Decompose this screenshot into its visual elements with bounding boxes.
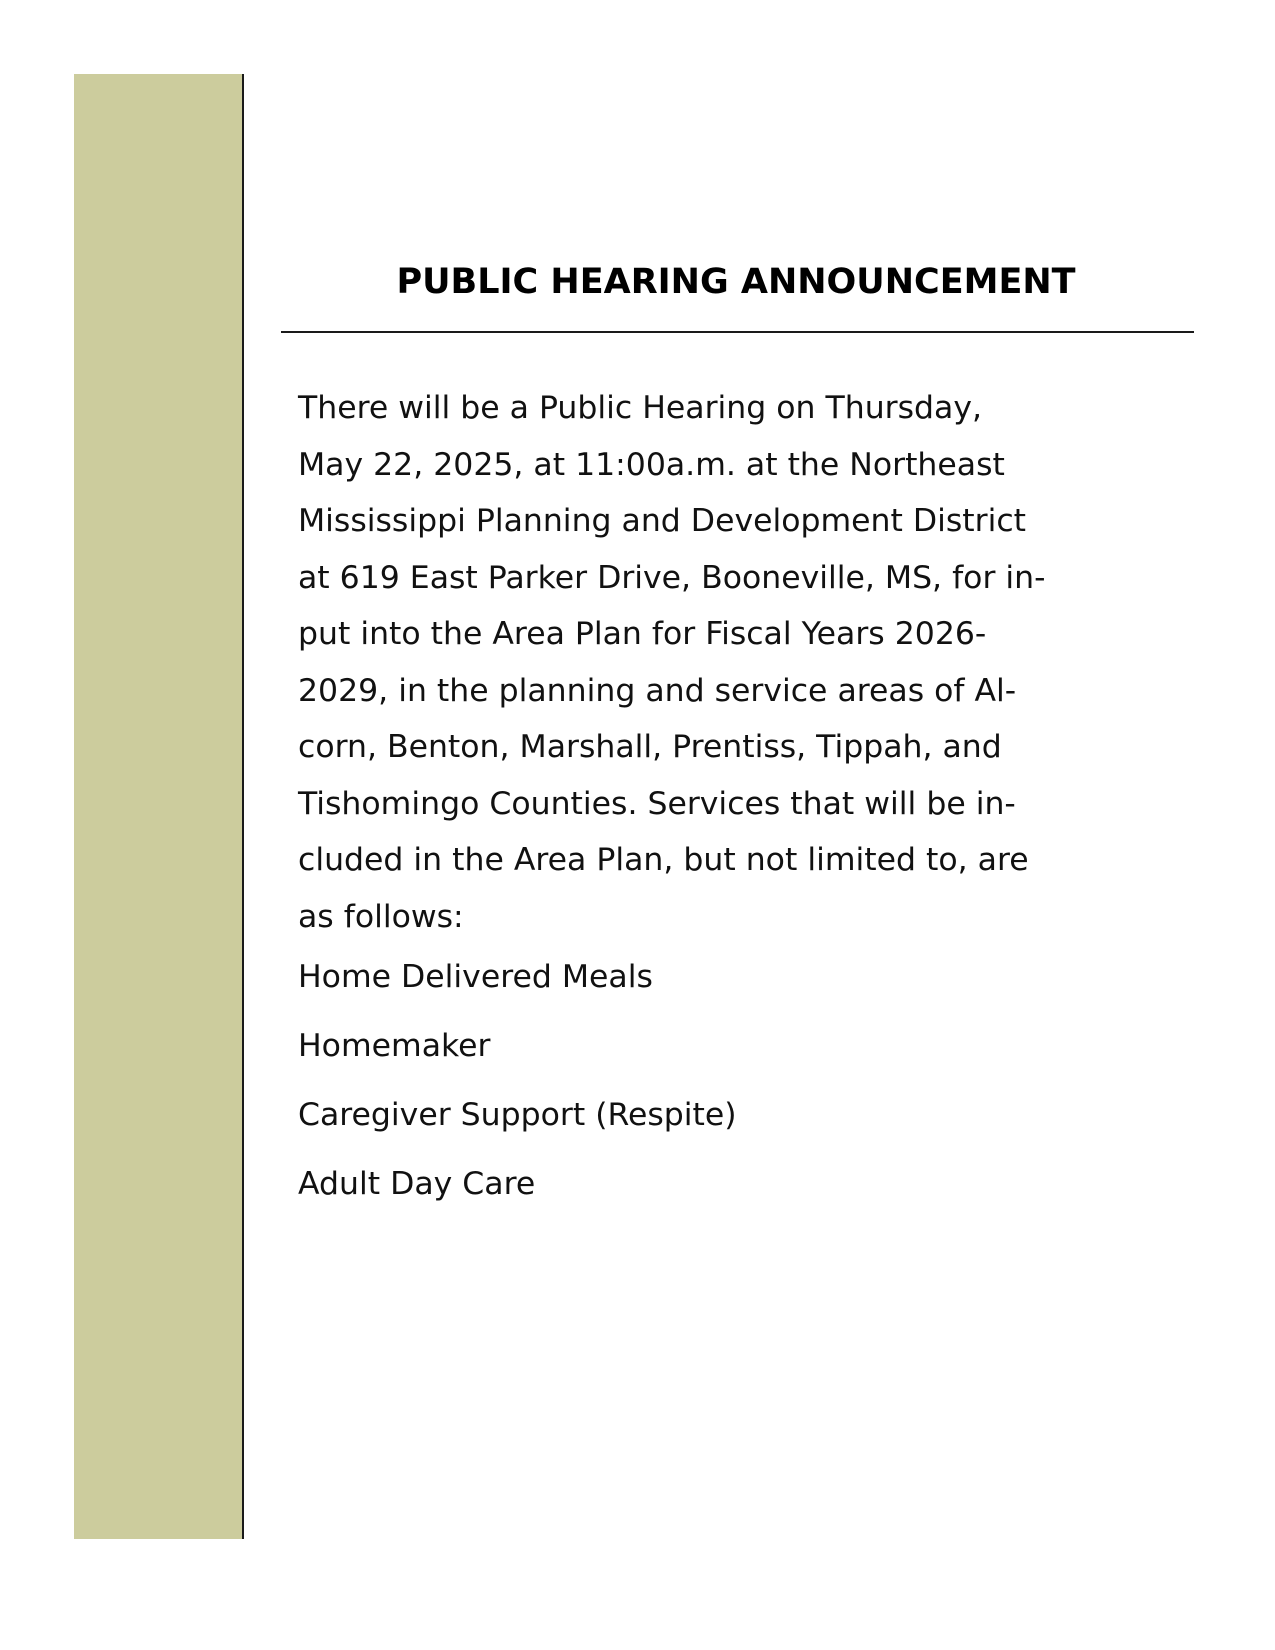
title-divider <box>281 331 1194 333</box>
service-item-caregiver-support: Caregiver Support (Respite) <box>298 1097 737 1133</box>
announcement-body <box>298 380 1128 945</box>
service-item-adult-day-care: Adult Day Care <box>298 1166 536 1202</box>
body-line: 2029, in the planning and service areas of Al- <box>298 672 1017 709</box>
body-line: cluded in the Area Plan, but not limited to, are <box>298 842 1029 878</box>
body-line: May 22, 2025, at 11:00a.m. at the Northeast <box>298 446 1005 483</box>
services-list <box>298 955 737 1231</box>
body-line: Tishomingo Counties. Services that will be in- <box>298 785 1016 822</box>
body-line: as follows: <box>298 898 464 935</box>
body-line: at 619 East Parker Drive, Booneville, MS, for in- <box>298 559 1046 596</box>
body-line: corn, Benton, Marshall, Prentiss, Tippah, and <box>298 729 1002 765</box>
body-line: There will be a Public Hearing on Thursday, <box>298 390 982 426</box>
announcement-title: PUBLIC HEARING ANNOUNCEMENT <box>396 262 1076 302</box>
decorative-side-bar <box>74 74 244 1539</box>
body-line: put into the Area Plan for Fiscal Years 2026- <box>298 616 987 652</box>
service-item-home-delivered-meals: Home Delivered Meals <box>298 959 653 995</box>
body-line: Mississippi Planning and Development District <box>298 503 1027 539</box>
service-item-homemaker: Homemaker <box>298 1028 491 1064</box>
